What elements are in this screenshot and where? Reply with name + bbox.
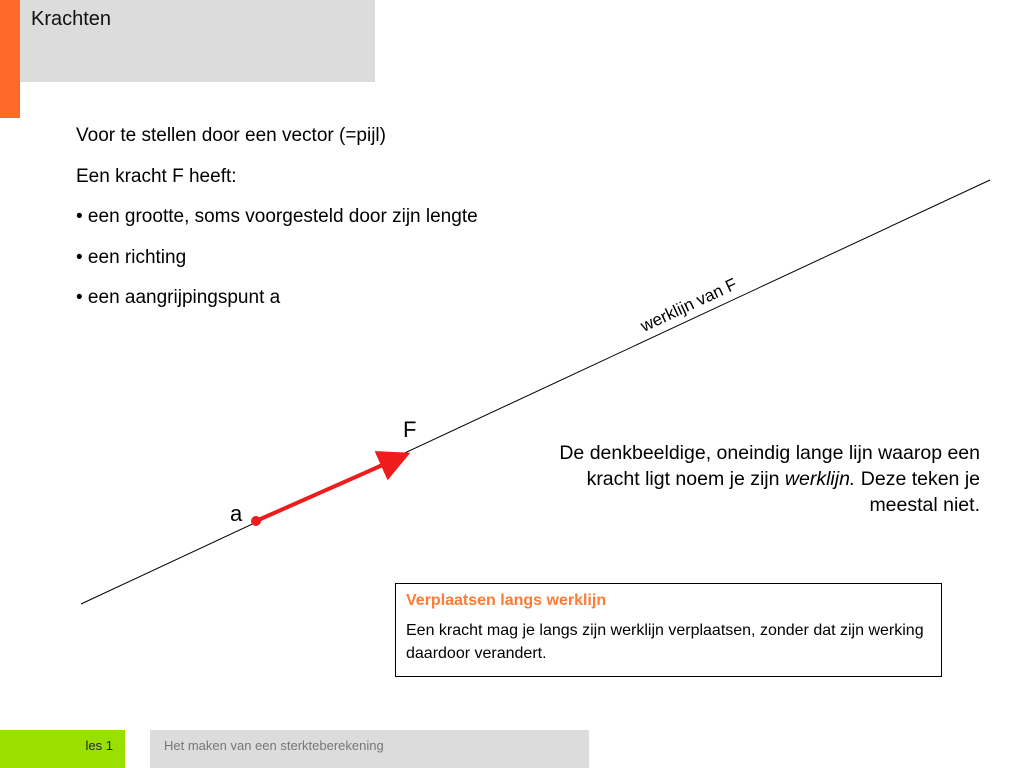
force-label: F [403, 417, 417, 442]
force-has-line: Een kracht F heeft: [76, 165, 237, 187]
application-point [251, 516, 261, 526]
intro-line: Voor te stellen door een vector (=pijl) [76, 125, 386, 146]
footer-lesson-box [0, 730, 125, 768]
footer-course: Het maken van een sterkteberekening [164, 738, 384, 753]
rule-box [395, 583, 942, 677]
bullet-magnitude: • een grootte, soms voorgesteld door zijn lengte [76, 206, 478, 227]
line-of-action-label: werklijn van F [637, 274, 740, 336]
rule-title: Verplaatsen langs werklijn [406, 592, 607, 609]
slide-title: Krachten [31, 8, 112, 30]
force-vector [256, 456, 403, 521]
bullet-direction: • een richting [76, 246, 187, 268]
footer-lesson: les 1 [85, 738, 113, 753]
explanation-part1: De denkbeeldige, oneindig lange lijn waarop een kracht ligt noem je zijn [559, 442, 980, 490]
explanation-emphasis: werklijn. [784, 468, 856, 490]
explanation-text [520, 440, 980, 518]
point-label: a [230, 501, 243, 526]
rule-body: Een kracht mag je langs zijn werklijn verplaatsen, zonder dat zijn werking daardoor verandert. [406, 622, 924, 662]
footer-course-box [150, 730, 589, 768]
line-of-action [81, 180, 990, 604]
bullet-application-point: • een aangrijpingspunt a [76, 287, 281, 308]
explanation-part2: Deze teken je meestal niet. [855, 468, 980, 516]
